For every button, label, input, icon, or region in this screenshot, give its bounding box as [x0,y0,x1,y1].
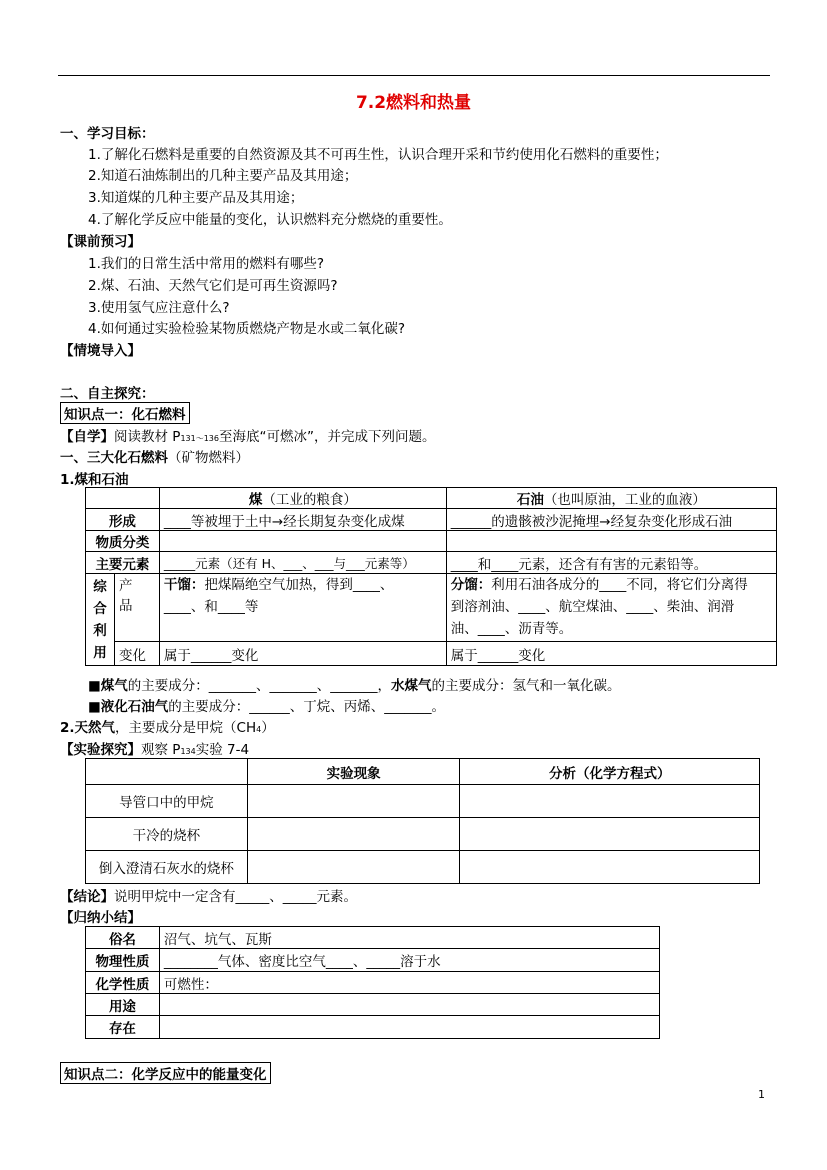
experiment-corner-cell [86,759,248,785]
coal-oil-table [85,487,777,666]
natural-gas-text-b: ） [261,720,275,736]
coal-formation: ____等被埋于土中→经长期复杂变化成煤 [159,509,446,531]
conclusion-text: 说明甲烷中一定含有_____、_____元素。 [114,889,357,905]
preview-4: 4.如何通过实验检验某物质燃烧产物是水或二氧化碳? [88,321,406,337]
three-fuels-note: （矿物燃料） [168,450,249,466]
summary-key-4: 用途 [86,994,160,1016]
goal-4: 4.了解化学反应中能量的变化，认识燃料充分燃烧的重要性。 [88,212,452,228]
utilization-char-3: 利 [93,622,107,639]
oil-products [446,574,776,642]
summary-value-5 [159,1016,659,1039]
utilization-char-4: 用 [93,644,107,661]
summary-value-2: ________气体、密度比空气____、_____溶于水 [159,949,659,972]
summary-key-2: 物理性质 [86,949,160,972]
utilization-char-1: 综 [93,578,107,595]
products-char-2: 品 [118,598,133,614]
coal-change: 属于______变化 [159,642,446,666]
experiment-analysis-2 [460,818,760,851]
selfstudy-tag: 【自学】 [60,429,114,445]
lpg-line [88,695,445,715]
experiment-row-label-3: 倒入澄清石灰水的烧杯 [86,851,248,884]
oil-header-name: 石油 [516,492,544,508]
coal-products [159,574,446,642]
row-label-formation: 形成 [86,509,160,531]
summary-value-1: 沼气、坑气、瓦斯 [159,927,659,949]
summary-value-3: 可燃性： [159,972,659,994]
scene-heading: 【情境导入】 [60,343,141,359]
conclusion-tag: 【结论】 [60,889,114,905]
natural-gas-subscript: 4 [256,725,262,734]
oil-change: 属于______变化 [446,642,776,666]
oil-header [446,488,776,509]
header-analysis: 分析（化学方程式） [460,759,760,785]
coal-oil-heading: 1.煤和石油 [60,472,129,488]
oil-elements: ____和____元素，还含有有害的元素铅等。 [446,552,776,574]
section-explore-heading: 二、自主探究： [60,386,155,402]
oil-products-line-1: 利用石油各成分的____不同，将它们分离得 [491,577,748,593]
experiment-phenomenon-3 [247,851,460,884]
experiment-analysis-1 [460,785,760,818]
coal-products-line-1: 把煤隔绝空气加热，得到____、 [204,577,394,593]
row-label-utilization [86,574,115,666]
preview-heading: 【课前预习】 [60,234,141,250]
experiment-table [85,758,760,884]
coal-gas-line [88,674,621,694]
coal-distillation-label: 干馏： [163,577,205,593]
row-label-products [114,574,159,642]
natural-gas-text-a: ，主要成分是甲烷（CH [115,720,257,736]
experiment-row-label-2: 干冷的烧杯 [86,818,248,851]
three-fuels-heading: 一、三大化石燃料 [60,450,168,466]
row-label-elements: 主要元素 [86,552,160,574]
experiment-line [60,738,249,758]
header-phenomenon: 实验现象 [247,759,460,785]
experiment-phenomenon-1 [247,785,460,818]
experiment-subscript: 134 [180,747,196,756]
water-gas-text: 的主要成分：氢气和一氧化碳。 [431,678,621,694]
summary-heading: 【归纳小结】 [60,910,141,926]
coal-gas-text: 的主要成分：_______、_______、_______， [127,678,392,694]
oil-header-note: （也叫原油，工业的血液） [543,492,706,508]
coal-header [159,488,446,509]
utilization-char-2: 合 [93,600,107,617]
experiment-phenomenon-2 [247,818,460,851]
goal-3: 3.知道煤的几种主要产品及其用途； [88,190,304,206]
selfstudy-line [60,425,435,445]
summary-key-3: 化学性质 [86,972,160,994]
preview-2: 2.煤、石油、天然气它们是可再生资源吗? [88,278,338,294]
table-corner-cell [86,488,160,509]
lpg-text: 的主要成分：______、丁烷、丙烯、_______。 [168,699,446,715]
coal-header-note: （工业的粮食） [262,492,357,508]
coal-gas-label: ■煤气 [88,678,128,694]
oil-formation: ______的遗骸被沙泥掩埋→经复杂变化形成石油 [446,509,776,531]
oil-products-line-3: 油、____、沥青等。 [450,621,573,637]
selfstudy-subscript: 131～136 [180,434,219,443]
selfstudy-text-b: 至海底“可燃冰”，并完成下列问题。 [218,429,436,445]
knowledge-point-1-box: 知识点一：化石燃料 [60,402,190,424]
page-title: 7.2燃料和热量 [355,93,472,113]
selfstudy-text-a: 阅读教材 P [114,429,181,445]
experiment-row-label-1: 导管口中的甲烷 [86,785,248,818]
experiment-analysis-3 [460,851,760,884]
methane-summary-table [85,926,660,1039]
summary-key-1: 俗名 [86,927,160,949]
natural-gas-label: 2.天然气 [60,720,116,736]
summary-value-4 [159,994,659,1016]
preview-3: 3.使用氢气应注意什么? [88,300,230,316]
experiment-text-b: 实验 7-4 [195,742,250,758]
oil-fractionation-label: 分馏： [450,577,492,593]
coal-elements: _____元素（还有 H、___、___与___元素等） [159,552,446,574]
experiment-tag: 【实验探究】 [60,742,141,758]
oil-products-line-2: 到溶剂油、____、航空煤油、____、柴油、润滑 [450,599,735,615]
natural-gas-line [60,716,275,736]
top-rule [58,75,770,76]
lpg-label: ■液化石油气 [88,699,169,715]
row-label-classification: 物质分类 [86,531,160,552]
oil-classification [446,531,776,552]
coal-products-line-2: ____、和____等 [163,599,259,615]
summary-key-5: 存在 [86,1016,160,1039]
page-number: 1 [758,1088,765,1101]
water-gas-label: 水煤气 [391,678,432,694]
row-label-change: 变化 [114,642,159,666]
coal-classification [159,531,446,552]
goal-2: 2.知道石油炼制出的几种主要产品及其用途； [88,168,358,184]
knowledge-point-2-box: 知识点二：化学反应中的能量变化 [60,1062,271,1084]
experiment-text-a: 观察 P [141,742,181,758]
section-goals-heading: 一、学习目标： [60,126,155,142]
goal-1: 1.了解化石燃料是重要的自然资源及其不可再生性，认识合理开采和节约使用化石燃料的重要性； [88,147,668,163]
coal-header-name: 煤 [248,492,263,508]
conclusion-line [60,885,357,905]
three-fuels-line [60,446,249,466]
preview-1: 1.我们的日常生活中常用的燃料有哪些? [88,256,325,272]
products-char-1: 产 [118,578,133,594]
